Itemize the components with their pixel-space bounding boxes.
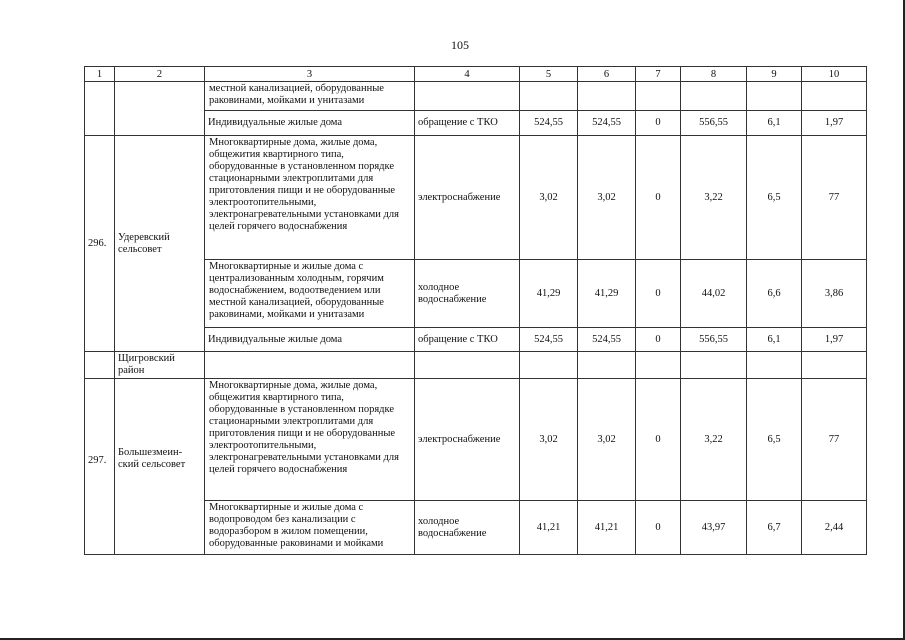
municipality-name: Удеревский сельсовет [115, 136, 205, 352]
number-cell [85, 82, 115, 136]
value-cell: 44,02 [681, 260, 747, 328]
value-cell: 3,02 [520, 136, 578, 260]
row-number: 296. [85, 136, 115, 352]
service-type: обращение с ТКО [415, 111, 520, 136]
municipality-name: Большезмеин-ский сельсовет [115, 379, 205, 555]
header-cell: 5 [520, 67, 578, 82]
header-row [85, 67, 867, 82]
header-cell: 2 [115, 67, 205, 82]
value-cell: 41,29 [578, 260, 636, 328]
value-cell: 524,55 [578, 111, 636, 136]
consumer-category: Индивидуальные жилые дома [205, 111, 415, 136]
value-cell: 1,97 [802, 111, 867, 136]
header-cell: 6 [578, 67, 636, 82]
consumer-category: Многоквартирные дома, жилые дома, общежития квартирного типа, оборудованные в установленном порядке стационарными электроплитами для приготовления пищи и не оборудованные электроотопительными, электронагревательными установками для целей горячего водоснабжения [205, 379, 415, 501]
value-cell: 6,7 [747, 501, 802, 555]
consumer-category: Многоквартирные дома, жилые дома, общежития квартирного типа, оборудованные в установленном порядке стационарными электроплитами для приготовления пищи и не оборудованные электроотопительными, электронагревательными установками для целей горячего водоснабжения [205, 136, 415, 260]
value-cell: 0 [636, 260, 681, 328]
consumer-category: местной канализацией, оборудованные раковинами, мойками и унитазами [205, 82, 415, 111]
value-cell: 2,44 [802, 501, 867, 555]
table-row [85, 82, 867, 111]
value-cell: 3,02 [578, 379, 636, 501]
header-cell: 4 [415, 67, 520, 82]
value-cell: 3,86 [802, 260, 867, 328]
value-cell: 524,55 [578, 328, 636, 352]
header-cell: 9 [747, 67, 802, 82]
service-type: электроснабжение [415, 379, 520, 501]
service-type: электроснабжение [415, 136, 520, 260]
value-cell: 41,21 [578, 501, 636, 555]
table-row [85, 379, 867, 501]
table-row [85, 136, 867, 260]
value-cell: 3,22 [681, 136, 747, 260]
value-cell: 43,97 [681, 501, 747, 555]
value-cell: 77 [802, 379, 867, 501]
district-row [85, 352, 867, 379]
header-cell: 1 [85, 67, 115, 82]
value-cell: 524,55 [520, 328, 578, 352]
value-cell: 524,55 [520, 111, 578, 136]
municipality-cell [115, 82, 205, 136]
value-cell: 41,21 [520, 501, 578, 555]
value-cell: 0 [636, 136, 681, 260]
district-name: Щигровский район [115, 352, 205, 379]
header-cell: 10 [802, 67, 867, 82]
header-cell: 7 [636, 67, 681, 82]
value-cell: 3,02 [578, 136, 636, 260]
value-cell: 0 [636, 111, 681, 136]
value-cell: 6,6 [747, 260, 802, 328]
value-cell: 6,5 [747, 379, 802, 501]
page-number: 105 [451, 38, 469, 52]
value-cell: 6,1 [747, 111, 802, 136]
value-cell: 556,55 [681, 328, 747, 352]
service-type: холодное водоснабжение [415, 260, 520, 328]
consumer-category: Многоквартирные и жилые дома с водопроводом без канализации с водоразбором в жилом помещении, оборудованные раковинами и мойками [205, 501, 415, 555]
value-cell: 0 [636, 379, 681, 501]
value-cell: 0 [636, 501, 681, 555]
value-cell: 556,55 [681, 111, 747, 136]
value-cell: 6,1 [747, 328, 802, 352]
value-cell: 1,97 [802, 328, 867, 352]
value-cell: 41,29 [520, 260, 578, 328]
value-cell: 3,22 [681, 379, 747, 501]
value-cell: 0 [636, 328, 681, 352]
tariff-table [84, 66, 867, 555]
service-type: холодное водоснабжение [415, 501, 520, 555]
header-cell: 8 [681, 67, 747, 82]
service-type: обращение с ТКО [415, 328, 520, 352]
value-cell: 6,5 [747, 136, 802, 260]
consumer-category: Индивидуальные жилые дома [205, 328, 415, 352]
value-cell: 3,02 [520, 379, 578, 501]
consumer-category: Многоквартирные и жилые дома с централизованным холодным, горячим водоснабжением, водоотведением или местной канализацией, оборудованные раковинами, мойками и унитазами [205, 260, 415, 328]
row-number: 297. [85, 379, 115, 555]
value-cell: 77 [802, 136, 867, 260]
header-cell: 3 [205, 67, 415, 82]
